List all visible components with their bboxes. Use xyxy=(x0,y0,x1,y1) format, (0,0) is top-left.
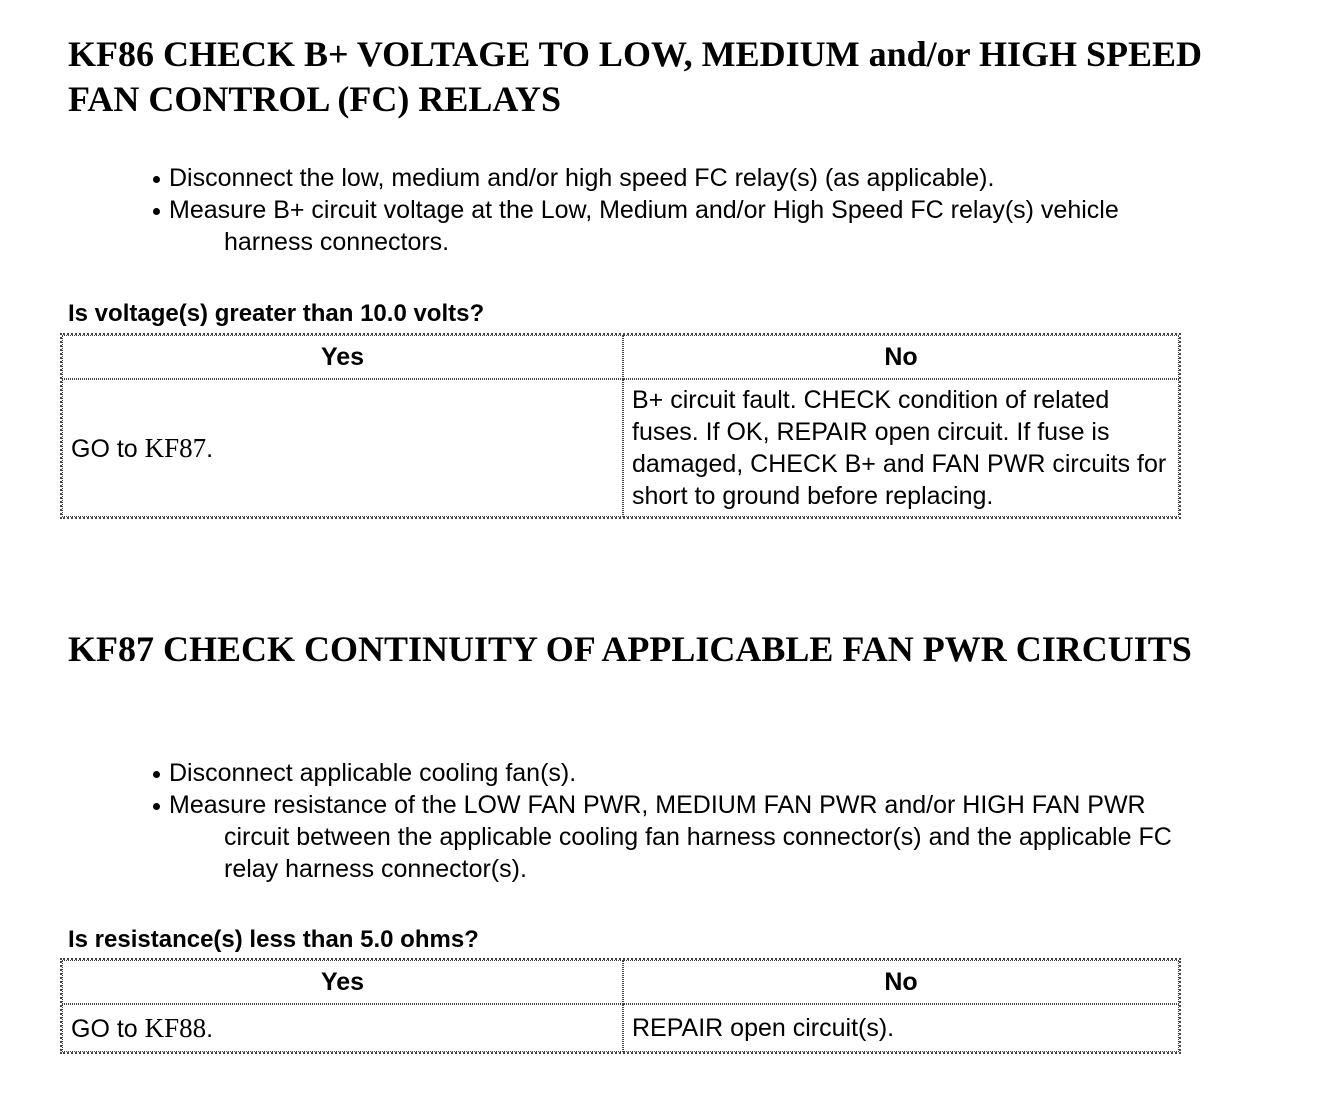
kf87-result-table xyxy=(60,958,1181,1054)
kf87-step-1: Disconnect applicable cooling fan(s). xyxy=(148,757,1288,789)
no-cell: REPAIR open circuit(s). xyxy=(623,1004,1179,1052)
kf87-heading: KF87 CHECK CONTINUITY OF APPLICABLE FAN PWR CIRCUITS xyxy=(68,629,1192,669)
kf88-link[interactable]: KF88 xyxy=(144,1012,207,1043)
kf87-steps-list xyxy=(148,757,1288,885)
table-header-row xyxy=(62,335,1179,379)
table-header-row xyxy=(62,960,1179,1004)
table-row xyxy=(62,379,1179,517)
yes-cell: GO to KF88. xyxy=(62,1004,623,1052)
kf87-link[interactable]: KF87 xyxy=(144,432,207,463)
yes-header: Yes xyxy=(62,335,623,379)
kf87-step-2-continuation-2: relay harness connector(s). xyxy=(224,855,527,883)
no-header: No xyxy=(623,335,1179,379)
table-row xyxy=(62,1004,1179,1052)
kf87-question: Is resistance(s) less than 5.0 ohms? xyxy=(68,926,479,953)
kf86-steps-list xyxy=(148,162,1288,258)
kf86-step-2-continuation: harness connectors. xyxy=(224,228,450,256)
no-cell: B+ circuit fault. CHECK condition of related fuses. If OK, REPAIR open circuit. If fuse is damaged, CHECK B+ and FAN PWR circuits for short to ground before replacing. xyxy=(623,379,1179,517)
kf86-question: Is voltage(s) greater than 10.0 volts? xyxy=(68,300,485,327)
kf86-step-2: Measure B+ circuit voltage at the Low, Medium and/or High Speed FC relay(s) vehicle harness connectors. xyxy=(148,194,1288,258)
no-header: No xyxy=(623,960,1179,1004)
yes-header: Yes xyxy=(62,960,623,1004)
kf86-step-1: Disconnect the low, medium and/or high speed FC relay(s) (as applicable). xyxy=(148,162,1288,194)
kf86-heading: KF86 CHECK B+ VOLTAGE TO LOW, MEDIUM and/or HIGH SPEED FAN CONTROL (FC) RELAYS xyxy=(68,34,1203,119)
kf87-step-2-continuation-1: circuit between the applicable cooling fan harness connector(s) and the applicable FC xyxy=(224,823,1172,851)
kf86-result-table xyxy=(60,333,1181,519)
kf87-step-2: Measure resistance of the LOW FAN PWR, MEDIUM FAN PWR and/or HIGH FAN PWR circuit between the applicable cooling fan harness connector(s) and the applicable FC relay harness connector(s). xyxy=(148,789,1288,885)
yes-cell: GO to KF87. xyxy=(62,379,623,517)
